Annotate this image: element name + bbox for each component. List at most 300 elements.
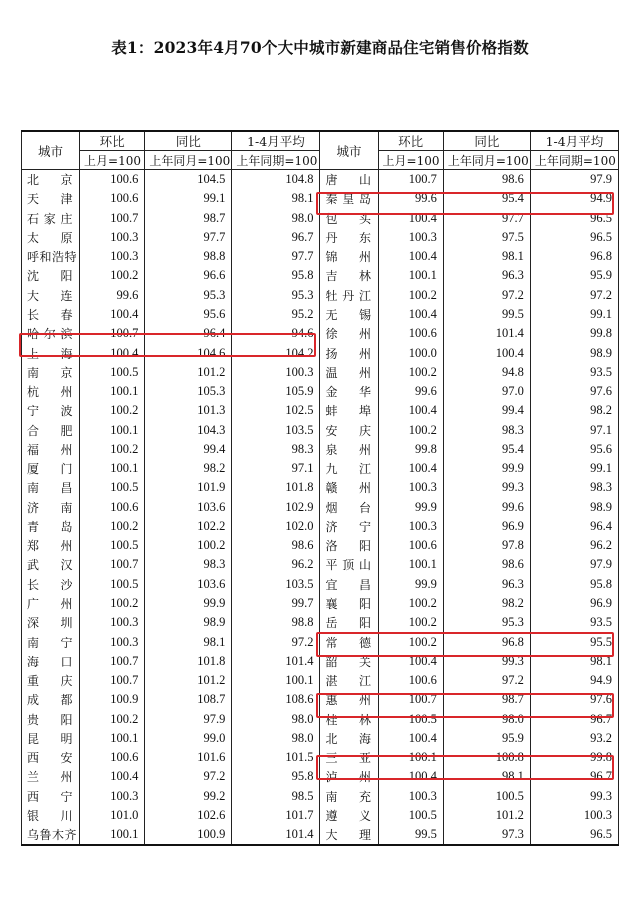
avg-header-right: 1-4月平均 [530, 131, 618, 151]
left-yoy-cell: 101.8 [145, 652, 232, 671]
left-yoy-cell: 103.6 [145, 575, 232, 594]
left-avg-cell: 102.0 [232, 517, 320, 536]
right-yoy-cell: 99.3 [443, 478, 530, 497]
left-yoy-cell: 101.2 [145, 671, 232, 690]
right-mom-cell: 100.4 [378, 652, 443, 671]
left-yoy-cell: 98.1 [145, 632, 232, 651]
left-yoy-cell: 104.6 [145, 343, 232, 362]
avg-base-right: 上年同期=100 [530, 151, 618, 170]
left-yoy-cell: 105.3 [145, 382, 232, 401]
right-mom-cell: 99.9 [378, 575, 443, 594]
right-city-cell: 三 亚 [320, 748, 378, 767]
right-yoy-cell: 97.0 [443, 382, 530, 401]
right-avg-cell: 93.5 [530, 363, 618, 382]
left-mom-cell: 100.1 [80, 382, 145, 401]
left-mom-cell: 100.7 [80, 555, 145, 574]
left-yoy-cell: 100.9 [145, 825, 232, 845]
yoy-base-left: 上年同月=100 [145, 151, 232, 170]
left-city-cell: 厦 门 [22, 459, 80, 478]
left-yoy-cell: 102.6 [145, 806, 232, 825]
left-yoy-cell: 101.3 [145, 401, 232, 420]
right-city-cell: 洛 阳 [320, 536, 378, 555]
right-yoy-cell: 98.6 [443, 170, 530, 190]
left-mom-cell: 100.5 [80, 478, 145, 497]
right-mom-cell: 100.4 [378, 209, 443, 228]
left-mom-cell: 100.1 [80, 825, 145, 845]
left-mom-cell: 100.6 [80, 498, 145, 517]
left-avg-cell: 101.4 [232, 652, 320, 671]
right-mom-cell: 99.9 [378, 498, 443, 517]
left-avg-cell: 97.1 [232, 459, 320, 478]
right-city-cell: 烟 台 [320, 498, 378, 517]
left-yoy-cell: 98.2 [145, 459, 232, 478]
left-avg-cell: 98.6 [232, 536, 320, 555]
right-mom-cell: 100.1 [378, 748, 443, 767]
right-avg-cell: 95.8 [530, 575, 618, 594]
left-avg-cell: 98.0 [232, 209, 320, 228]
left-yoy-cell: 101.9 [145, 478, 232, 497]
left-city-cell: 上 海 [22, 343, 80, 362]
table-row [22, 170, 619, 190]
right-yoy-cell: 98.0 [443, 709, 530, 728]
right-yoy-cell: 98.1 [443, 247, 530, 266]
right-city-cell: 泸 州 [320, 767, 378, 786]
city-header-right: 城市 [320, 131, 378, 170]
table-row [22, 729, 619, 748]
right-avg-cell: 99.1 [530, 459, 618, 478]
right-yoy-cell: 98.1 [443, 767, 530, 786]
table-row [22, 209, 619, 228]
table-row [22, 382, 619, 401]
left-yoy-cell: 104.3 [145, 420, 232, 439]
left-city-cell: 青 岛 [22, 517, 80, 536]
table-title: 表1：2023年4月70个大中城市新建商品住宅销售价格指数 [111, 38, 529, 57]
left-yoy-cell: 99.9 [145, 594, 232, 613]
right-yoy-cell: 96.3 [443, 575, 530, 594]
right-city-cell: 惠 州 [320, 690, 378, 709]
left-avg-cell: 102.9 [232, 498, 320, 517]
left-yoy-cell: 96.6 [145, 266, 232, 285]
right-city-cell: 湛 江 [320, 671, 378, 690]
left-mom-cell: 100.2 [80, 709, 145, 728]
left-mom-cell: 100.7 [80, 671, 145, 690]
right-city-cell: 扬 州 [320, 343, 378, 362]
left-mom-cell: 100.5 [80, 536, 145, 555]
right-mom-cell: 100.6 [378, 324, 443, 343]
table-row [22, 286, 619, 305]
left-city-cell: 长 春 [22, 305, 80, 324]
right-yoy-cell: 99.5 [443, 305, 530, 324]
left-city-cell: 西 安 [22, 748, 80, 767]
left-avg-cell: 96.2 [232, 555, 320, 574]
table-row [22, 613, 619, 632]
right-avg-cell: 99.1 [530, 305, 618, 324]
right-mom-cell: 99.5 [378, 825, 443, 845]
right-mom-cell: 100.1 [378, 555, 443, 574]
right-city-cell: 济 宁 [320, 517, 378, 536]
right-mom-cell: 100.4 [378, 767, 443, 786]
right-city-cell: 泉 州 [320, 440, 378, 459]
right-yoy-cell: 97.3 [443, 825, 530, 845]
left-city-cell: 深 圳 [22, 613, 80, 632]
table-row [22, 401, 619, 420]
left-avg-cell: 108.6 [232, 690, 320, 709]
left-city-cell: 宁 波 [22, 401, 80, 420]
mom-header-left: 环比 [80, 131, 145, 151]
right-city-cell: 丹 东 [320, 228, 378, 247]
left-avg-cell: 95.2 [232, 305, 320, 324]
right-city-cell: 襄 阳 [320, 594, 378, 613]
right-avg-cell: 95.6 [530, 440, 618, 459]
right-mom-cell: 100.0 [378, 343, 443, 362]
right-mom-cell: 100.2 [378, 613, 443, 632]
right-mom-cell: 100.5 [378, 806, 443, 825]
right-yoy-cell: 98.2 [443, 594, 530, 613]
right-mom-cell: 100.2 [378, 632, 443, 651]
right-mom-cell: 99.8 [378, 440, 443, 459]
right-mom-cell: 100.2 [378, 420, 443, 439]
left-city-cell: 重 庆 [22, 671, 80, 690]
right-avg-cell: 94.9 [530, 189, 618, 208]
right-mom-cell: 100.4 [378, 729, 443, 748]
right-yoy-cell: 98.7 [443, 690, 530, 709]
left-mom-cell: 100.3 [80, 632, 145, 651]
left-avg-cell: 105.9 [232, 382, 320, 401]
left-city-cell: 西 宁 [22, 787, 80, 806]
left-mom-cell: 100.5 [80, 363, 145, 382]
table-row [22, 825, 619, 845]
right-yoy-cell: 99.3 [443, 652, 530, 671]
right-avg-cell: 97.6 [530, 382, 618, 401]
left-avg-cell: 104.8 [232, 170, 320, 190]
right-yoy-cell: 96.9 [443, 517, 530, 536]
left-city-cell: 武 汉 [22, 555, 80, 574]
right-yoy-cell: 100.8 [443, 748, 530, 767]
right-avg-cell: 95.9 [530, 266, 618, 285]
left-mom-cell: 100.7 [80, 652, 145, 671]
left-city-cell: 乌鲁木齐 [22, 825, 80, 845]
right-mom-cell: 100.7 [378, 170, 443, 190]
right-yoy-cell: 97.7 [443, 209, 530, 228]
right-avg-cell: 99.3 [530, 787, 618, 806]
left-yoy-cell: 98.3 [145, 555, 232, 574]
table-row [22, 690, 619, 709]
right-yoy-cell: 100.4 [443, 343, 530, 362]
right-yoy-cell: 95.3 [443, 613, 530, 632]
right-avg-cell: 96.7 [530, 709, 618, 728]
city-header-left: 城市 [22, 131, 80, 170]
table-row [22, 440, 619, 459]
left-yoy-cell: 97.2 [145, 767, 232, 786]
table-row [22, 748, 619, 767]
table-row [22, 478, 619, 497]
left-avg-cell: 101.4 [232, 825, 320, 845]
left-yoy-cell: 95.6 [145, 305, 232, 324]
table-row [22, 266, 619, 285]
left-mom-cell: 100.6 [80, 170, 145, 190]
right-yoy-cell: 100.5 [443, 787, 530, 806]
table-row [22, 498, 619, 517]
left-yoy-cell: 101.6 [145, 748, 232, 767]
right-avg-cell: 100.3 [530, 806, 618, 825]
left-mom-cell: 100.4 [80, 305, 145, 324]
right-yoy-cell: 99.9 [443, 459, 530, 478]
left-yoy-cell: 98.9 [145, 613, 232, 632]
table-row [22, 420, 619, 439]
left-avg-cell: 95.8 [232, 266, 320, 285]
left-city-cell: 银 川 [22, 806, 80, 825]
table-row [22, 709, 619, 728]
right-city-cell: 金 华 [320, 382, 378, 401]
left-city-cell: 北 京 [22, 170, 80, 190]
left-avg-cell: 101.8 [232, 478, 320, 497]
right-city-cell: 温 州 [320, 363, 378, 382]
right-city-cell: 蚌 埠 [320, 401, 378, 420]
left-mom-cell: 100.2 [80, 266, 145, 285]
left-mom-cell: 101.0 [80, 806, 145, 825]
left-avg-cell: 97.2 [232, 632, 320, 651]
right-city-cell: 常 德 [320, 632, 378, 651]
mom-base-right: 上月=100 [378, 151, 443, 170]
left-city-cell: 昆 明 [22, 729, 80, 748]
right-city-cell: 无 锡 [320, 305, 378, 324]
right-avg-cell: 93.2 [530, 729, 618, 748]
right-mom-cell: 100.6 [378, 536, 443, 555]
left-yoy-cell: 101.2 [145, 363, 232, 382]
table-row [22, 363, 619, 382]
right-mom-cell: 100.2 [378, 594, 443, 613]
table-row [22, 594, 619, 613]
right-city-cell: 岳 阳 [320, 613, 378, 632]
table-row [22, 247, 619, 266]
right-city-cell: 九 江 [320, 459, 378, 478]
right-mom-cell: 100.4 [378, 459, 443, 478]
left-yoy-cell: 97.7 [145, 228, 232, 247]
left-city-cell: 石家庄 [22, 209, 80, 228]
right-avg-cell: 93.5 [530, 613, 618, 632]
left-mom-cell: 100.5 [80, 575, 145, 594]
left-city-cell: 南 京 [22, 363, 80, 382]
left-yoy-cell: 103.6 [145, 498, 232, 517]
table-row [22, 324, 619, 343]
left-city-cell: 长 沙 [22, 575, 80, 594]
left-mom-cell: 100.4 [80, 343, 145, 362]
right-city-cell: 唐 山 [320, 170, 378, 190]
left-mom-cell: 99.6 [80, 286, 145, 305]
left-mom-cell: 100.2 [80, 594, 145, 613]
right-city-cell: 遵 义 [320, 806, 378, 825]
left-city-cell: 成 都 [22, 690, 80, 709]
left-mom-cell: 100.7 [80, 209, 145, 228]
right-yoy-cell: 94.8 [443, 363, 530, 382]
left-mom-cell: 100.3 [80, 247, 145, 266]
left-yoy-cell: 99.4 [145, 440, 232, 459]
left-mom-cell: 100.4 [80, 767, 145, 786]
right-mom-cell: 99.6 [378, 382, 443, 401]
left-yoy-cell: 99.0 [145, 729, 232, 748]
left-yoy-cell: 100.2 [145, 536, 232, 555]
right-avg-cell: 94.9 [530, 671, 618, 690]
right-yoy-cell: 96.3 [443, 266, 530, 285]
left-yoy-cell: 102.2 [145, 517, 232, 536]
right-yoy-cell: 95.4 [443, 440, 530, 459]
table-row [22, 787, 619, 806]
left-avg-cell: 95.8 [232, 767, 320, 786]
table-row [22, 652, 619, 671]
left-mom-cell: 100.3 [80, 787, 145, 806]
left-yoy-cell: 98.7 [145, 209, 232, 228]
left-city-cell: 沈 阳 [22, 266, 80, 285]
right-avg-cell: 97.6 [530, 690, 618, 709]
right-avg-cell: 98.1 [530, 652, 618, 671]
right-city-cell: 吉 林 [320, 266, 378, 285]
right-avg-cell: 98.3 [530, 478, 618, 497]
left-city-cell: 兰 州 [22, 767, 80, 786]
left-city-cell: 呼和浩特 [22, 247, 80, 266]
right-city-cell: 徐 州 [320, 324, 378, 343]
right-avg-cell: 96.5 [530, 825, 618, 845]
table-row [22, 343, 619, 362]
left-yoy-cell: 99.1 [145, 189, 232, 208]
left-yoy-cell: 97.9 [145, 709, 232, 728]
left-avg-cell: 98.5 [232, 787, 320, 806]
left-mom-cell: 100.2 [80, 401, 145, 420]
left-avg-cell: 95.3 [232, 286, 320, 305]
left-avg-cell: 98.8 [232, 613, 320, 632]
left-avg-cell: 103.5 [232, 575, 320, 594]
right-avg-cell: 96.9 [530, 594, 618, 613]
left-mom-cell: 100.3 [80, 228, 145, 247]
right-city-cell: 锦 州 [320, 247, 378, 266]
left-avg-cell: 104.2 [232, 343, 320, 362]
right-avg-cell: 99.8 [530, 748, 618, 767]
right-avg-cell: 99.8 [530, 324, 618, 343]
right-avg-cell: 96.7 [530, 767, 618, 786]
left-avg-cell: 98.0 [232, 729, 320, 748]
right-city-cell: 平顶山 [320, 555, 378, 574]
right-yoy-cell: 97.8 [443, 536, 530, 555]
left-mom-cell: 100.1 [80, 420, 145, 439]
left-yoy-cell: 96.4 [145, 324, 232, 343]
mom-header-right: 环比 [378, 131, 443, 151]
left-city-cell: 太 原 [22, 228, 80, 247]
left-avg-cell: 98.0 [232, 709, 320, 728]
avg-header-left: 1-4月平均 [232, 131, 320, 151]
left-city-cell: 广 州 [22, 594, 80, 613]
left-city-cell: 合 肥 [22, 420, 80, 439]
left-city-cell: 天 津 [22, 189, 80, 208]
table-row [22, 767, 619, 786]
right-city-cell: 北 海 [320, 729, 378, 748]
table-row [22, 671, 619, 690]
right-city-cell: 大 理 [320, 825, 378, 845]
right-yoy-cell: 99.6 [443, 498, 530, 517]
left-yoy-cell: 108.7 [145, 690, 232, 709]
right-avg-cell: 98.9 [530, 343, 618, 362]
left-avg-cell: 94.6 [232, 324, 320, 343]
left-mom-cell: 100.6 [80, 748, 145, 767]
right-yoy-cell: 101.2 [443, 806, 530, 825]
left-yoy-cell: 104.5 [145, 170, 232, 190]
right-mom-cell: 100.7 [378, 690, 443, 709]
right-mom-cell: 100.5 [378, 709, 443, 728]
left-avg-cell: 99.7 [232, 594, 320, 613]
left-mom-cell: 100.1 [80, 459, 145, 478]
left-avg-cell: 103.5 [232, 420, 320, 439]
right-avg-cell: 97.9 [530, 170, 618, 190]
right-yoy-cell: 95.9 [443, 729, 530, 748]
mom-base-left: 上月=100 [80, 151, 145, 170]
left-avg-cell: 98.3 [232, 440, 320, 459]
right-yoy-cell: 96.8 [443, 632, 530, 651]
right-avg-cell: 98.2 [530, 401, 618, 420]
left-city-cell: 南 宁 [22, 632, 80, 651]
right-city-cell: 宜 昌 [320, 575, 378, 594]
table-row [22, 189, 619, 208]
table-row [22, 536, 619, 555]
right-avg-cell: 96.2 [530, 536, 618, 555]
left-avg-cell: 100.1 [232, 671, 320, 690]
table-body [22, 170, 619, 846]
right-mom-cell: 100.2 [378, 286, 443, 305]
right-mom-cell: 100.1 [378, 266, 443, 285]
right-yoy-cell: 97.5 [443, 228, 530, 247]
left-avg-cell: 97.7 [232, 247, 320, 266]
left-city-cell: 大 连 [22, 286, 80, 305]
right-mom-cell: 100.3 [378, 478, 443, 497]
right-city-cell: 南 充 [320, 787, 378, 806]
left-avg-cell: 98.1 [232, 189, 320, 208]
right-yoy-cell: 101.4 [443, 324, 530, 343]
right-mom-cell: 100.4 [378, 305, 443, 324]
left-avg-cell: 100.3 [232, 363, 320, 382]
right-avg-cell: 96.4 [530, 517, 618, 536]
right-avg-cell: 96.5 [530, 209, 618, 228]
left-avg-cell: 101.5 [232, 748, 320, 767]
yoy-header-left: 同比 [145, 131, 232, 151]
left-city-cell: 郑 州 [22, 536, 80, 555]
left-avg-cell: 101.7 [232, 806, 320, 825]
right-mom-cell: 100.4 [378, 401, 443, 420]
price-index-table [21, 130, 619, 846]
right-city-cell: 秦皇岛 [320, 189, 378, 208]
right-yoy-cell: 97.2 [443, 671, 530, 690]
right-avg-cell: 96.8 [530, 247, 618, 266]
table-row [22, 555, 619, 574]
table-row [22, 459, 619, 478]
left-yoy-cell: 98.8 [145, 247, 232, 266]
left-mom-cell: 100.6 [80, 189, 145, 208]
left-city-cell: 杭 州 [22, 382, 80, 401]
table-row [22, 575, 619, 594]
left-city-cell: 哈尔滨 [22, 324, 80, 343]
right-yoy-cell: 98.3 [443, 420, 530, 439]
right-city-cell: 包 头 [320, 209, 378, 228]
table-row [22, 632, 619, 651]
right-city-cell: 安 庆 [320, 420, 378, 439]
right-avg-cell: 96.5 [530, 228, 618, 247]
left-mom-cell: 100.3 [80, 613, 145, 632]
left-city-cell: 贵 阳 [22, 709, 80, 728]
left-city-cell: 南 昌 [22, 478, 80, 497]
right-mom-cell: 100.3 [378, 517, 443, 536]
left-city-cell: 济 南 [22, 498, 80, 517]
right-city-cell: 牡丹江 [320, 286, 378, 305]
right-mom-cell: 100.3 [378, 228, 443, 247]
right-mom-cell: 100.4 [378, 247, 443, 266]
left-mom-cell: 100.1 [80, 729, 145, 748]
right-avg-cell: 95.5 [530, 632, 618, 651]
